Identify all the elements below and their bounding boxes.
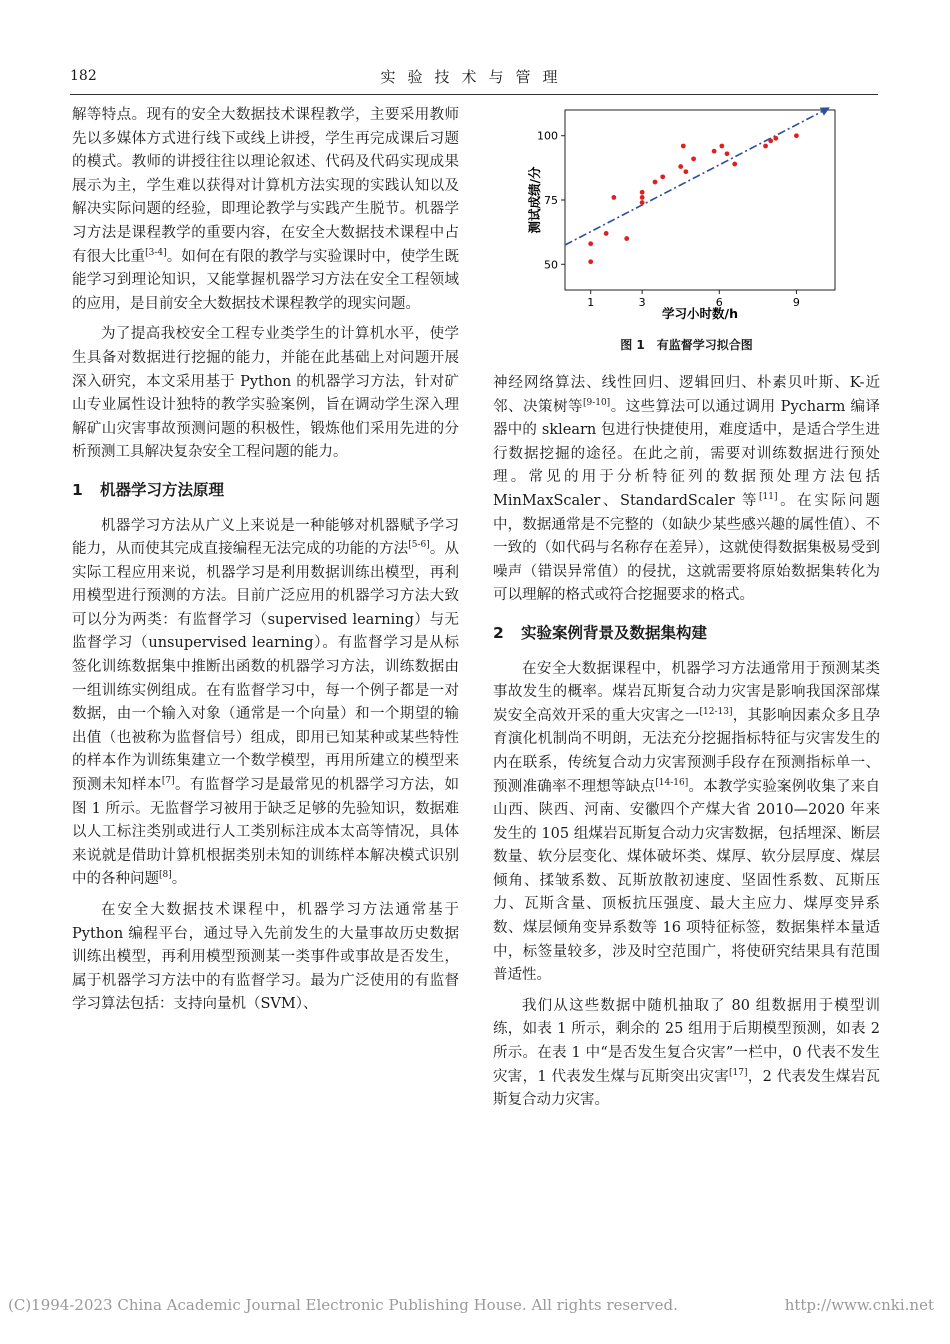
paragraph-1: 解等特点。现有的安全大数据技术课程教学，主要采用教师先以多媒体方式进行线下或线上讲授，学生再完成课后习题的模式。教师的讲授往往以理论叙述、代码及代码实现成果展示为主，学生难以获得对计算机方法实现的实践认知以及解决实际问题的经验，即理论教学与实践产生脱节。机器学习方法是课程教学的重要内容，在安全大数据技术课程中占有很大比重[3-4]。如何在有限的教学与实验课时中，使学生既能学习到理论知识，又能掌握机器学习方法在安全工程领域的应用，是目前安全大数据技术课程教学的现实问题。 bbox=[72, 107, 460, 312]
journal-title: 实验技术与管理 bbox=[380, 68, 570, 86]
data-point bbox=[588, 259, 593, 264]
citation[interactable]: [11] bbox=[759, 492, 778, 503]
figure-caption: 图 1 有监督学习拟合图 bbox=[620, 338, 753, 352]
y-tick-label: 100 bbox=[537, 129, 558, 143]
page-number: 182 bbox=[70, 68, 97, 84]
section-heading-1: 1 机器学习方法原理 bbox=[72, 480, 225, 499]
data-point bbox=[773, 136, 778, 141]
data-point bbox=[763, 144, 768, 149]
data-point bbox=[640, 195, 645, 200]
paragraph-2: 为了提高我校安全工程专业类学生的计算机水平，使学生具备对数据进行挖掘的能力，并能在此基础上对问题开展深入研究，本文采用基于 Python 的机器学习方法，针对矿山专业属性设计独特的教学实验案例，旨在调动学生深入理解矿山灾害事故预测问题的积极性，锻炼他们采用先进的分析预测工具解决复杂安全工程问题的能力。 bbox=[72, 326, 459, 461]
citation[interactable]: [9-10] bbox=[582, 397, 611, 408]
y-tick-label: 75 bbox=[544, 194, 558, 207]
data-point bbox=[712, 149, 717, 154]
scatter-chart bbox=[493, 100, 880, 332]
y-axis-label: 测试成绩/分 bbox=[527, 166, 542, 234]
x-tick-label: 1 bbox=[587, 296, 595, 309]
x-tick-label: 6 bbox=[715, 296, 723, 309]
citation[interactable]: [5-6] bbox=[408, 540, 430, 551]
data-point bbox=[678, 164, 683, 169]
data-point bbox=[604, 231, 609, 236]
data-point bbox=[691, 156, 696, 161]
data-point bbox=[624, 236, 629, 241]
data-point bbox=[640, 200, 645, 205]
section-heading-2: 2 实验案例背景及数据集构建 bbox=[493, 623, 708, 642]
data-point bbox=[611, 195, 616, 200]
paragraph-7: 我们从这些数据中随机抽取了 80 组数据用于模型训练，如表 1 所示，剩余的 25 组用于后期模型预测，如表 2 所示。在表 1 中“是否发生复合灾害”一栏中，0 代表不发生灾害，1 代表发生煤与瓦斯突出灾害[17]，2 代表发生煤岩瓦斯复合动力灾害。 bbox=[493, 997, 880, 1109]
data-point bbox=[683, 169, 688, 174]
paragraph-4: 在安全大数据技术课程中，机器学习方法通常基于 Python 编程平台，通过导入先前发生的大量事故历史数据训练出模型，再利用模型预测某一类事件或事故是否发生，属于机器学习方法中的有监督学习。最为广泛使用的有监督学习算法包括：支持向量机（SVM）、 bbox=[72, 902, 459, 1013]
citation[interactable]: [14-16] bbox=[655, 777, 689, 788]
citation[interactable]: [7] bbox=[161, 776, 175, 787]
data-point bbox=[794, 133, 799, 138]
data-point bbox=[719, 144, 724, 149]
header-divider bbox=[70, 94, 878, 95]
citation[interactable]: [12-13] bbox=[699, 706, 733, 717]
data-point bbox=[653, 180, 658, 185]
data-point bbox=[660, 174, 665, 179]
data-point bbox=[640, 190, 645, 195]
citation[interactable]: [17] bbox=[729, 1067, 748, 1078]
copyright-footer: (C)1994-2023 China Academic Journal Electronic Publishing House. All rights reserved. http://www.cnki.net bbox=[8, 1296, 934, 1314]
data-point bbox=[681, 144, 686, 149]
paragraph-5: 神经网络算法、线性回归、逻辑回归、朴素贝叶斯、K-近邻、决策树等[9-10]。这些算法可以通过调用 Pycharm 编译器中的 sklearn 包进行快捷使用，难度适中，是适合学生进行数据挖掘的途径。在此之前，需要对训练数据进行预处理。常见的用于分析特征列的数据预处理方法包括 MinMaxScaler、StandardScaler 等[11]。在实际问题中，数据通常是不完整的（如缺少某些感兴趣的属性值）、不一致的（如代码与名称存在差异），这就使得数据集极易受到噪声（错误异常值）的侵扰，这就需要将原始数据集转化为可以理解的格式或符合挖掘要求的格式。 bbox=[493, 375, 881, 604]
left-column bbox=[72, 104, 459, 1017]
data-point bbox=[725, 151, 730, 156]
website-link[interactable]: http://www.cnki.net bbox=[784, 1296, 934, 1314]
data-point bbox=[588, 241, 593, 246]
y-tick-label: 50 bbox=[544, 258, 558, 272]
x-tick-label: 9 bbox=[792, 296, 800, 309]
x-tick-label: 3 bbox=[638, 296, 646, 309]
citation[interactable]: [8] bbox=[159, 870, 172, 881]
data-point bbox=[768, 138, 773, 143]
citation[interactable]: [3-4] bbox=[145, 247, 167, 258]
paragraph-6: 在安全大数据课程中，机器学习方法通常用于预测某类事故发生的概率。煤岩瓦斯复合动力灾害是影响我国深部煤炭安全高效开采的重大灾害之一[12-13]，其影响因素众多且孕育演化机制尚不明朗，无法充分挖掘指标特征与灾害发生的内在联系，传统复合动力灾害预测手段存在预测指标单一、预测准确率不理想等缺点[14-16]。本教学实验案例收集了来自山西、陕西、河南、安徽四个产煤大省 2010—2020 年来发生的 105 组煤岩瓦斯复合动力灾害数据，包括埋深、断层数量、软分层变化、煤体破坏类、煤厚、软分层厚度、煤层倾角、揉皱系数、瓦斯放散初速度、坚固性系数、瓦斯压力、瓦斯含量、顶板抗压强度、最大主应力、煤厚变异系数、煤层倾角变异系数等 16 项特征标签，数据集样本量适中，标签量较多，涉及时空范围广，将使研究结果具有范围普适性。 bbox=[493, 660, 881, 984]
fit-line bbox=[565, 107, 830, 245]
data-point bbox=[732, 162, 737, 167]
paragraph-3: 机器学习方法从广义上来说是一种能够对机器赋予学习能力，从而使其完成直接编程无法完成的功能的方法[5-6]。从实际工程应用来说，机器学习是利用数据训练出模型，再利用模型进行预测的方法。目前广泛应用的机器学习方法大致可以分为两类：有监督学习（supervised learning）与无监督学习（unsupervised learning）。有监督学习是从标签化训练数据集中推断出函数的机器学习方法，训练数据由一组训练实例组成。在有监督学习中，每一个例子都是一对数据，由一个输入对象（通常是一个向量）和一个期望的输出值（也被称为监督信号）组成，即用已知某种或某些特性的样本作为训练集建立一个数学模型，再用所建立的模型来预测未知样本[7]。有监督学习是最常见的机器学习方法，如图 1 所示。无监督学习被用于缺乏足够的先验知识，数据难以人工标注类别或进行人工类别标注成本太高等情况，具体来说就是借助计算机根据类别未知的训练样本解决模式识别中的各种问题[8]。 bbox=[72, 517, 460, 888]
x-axis-label: 学习小时数/h bbox=[662, 306, 738, 321]
right-column bbox=[493, 372, 880, 1113]
